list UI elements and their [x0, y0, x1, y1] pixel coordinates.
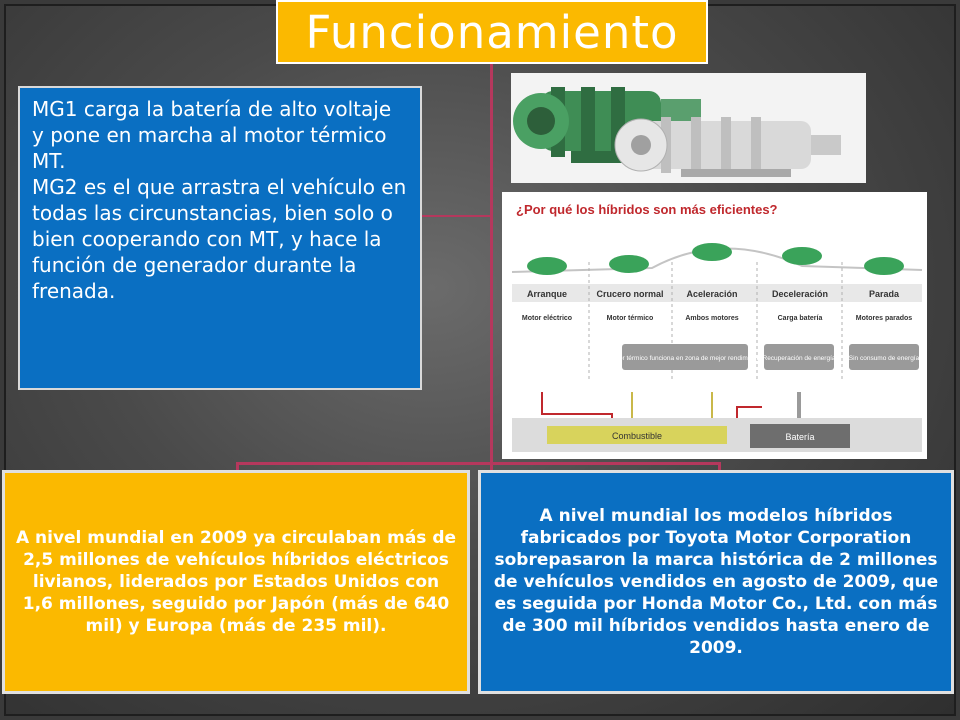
diagram-title: ¿Por qué los híbridos son más eficientes?	[516, 202, 778, 217]
mg1-text: MG1 carga la batería de alto voltaje y pone en marcha al motor térmico MT.	[32, 97, 392, 173]
electric-motor-photo	[511, 73, 866, 183]
mode-label: Motor térmico	[606, 315, 654, 322]
connector-left	[422, 215, 492, 217]
hybrid-efficiency-diagram	[502, 192, 927, 459]
note-label: Recuperación de energía	[762, 355, 836, 362]
phase-label: Crucero normal	[596, 289, 664, 299]
connector-bottom	[236, 462, 720, 465]
mode-label: Ambos motores	[685, 315, 739, 322]
battery-label: Batería	[785, 432, 815, 442]
mg2-text: MG2 es el que arrastra el vehículo en todas las circunstancias, bien solo o bien cooperando con MT, y hace la función de generador durante la frenada.	[32, 175, 407, 303]
phase-label: Deceleración	[771, 289, 829, 299]
world-sales-text: A nivel mundial en 2009 ya circulaban más de 2,5 millones de vehículos híbridos eléctricos livianos, liderados por Estados Unidos con 1,6 millones, seguido por Japón (más de 640 mil) y Europa (más de 235 mil).	[15, 528, 457, 636]
fuel-label: Combustible	[611, 431, 663, 441]
phase-label: Parada	[868, 289, 900, 299]
connector-vertical	[490, 64, 493, 470]
toyota-sales-box	[478, 470, 954, 694]
note-label: Sin consumo de energía	[848, 355, 920, 362]
mode-label: Motores parados	[855, 315, 913, 322]
mg-description-box	[18, 86, 422, 390]
mode-label: Motor eléctrico	[521, 315, 573, 322]
phase-label: Aceleración	[686, 289, 738, 299]
world-sales-box	[2, 470, 470, 694]
note-label: Motor térmico funciona en zona de mejor rendimiento	[608, 355, 762, 362]
phase-label: Arranque	[526, 289, 568, 299]
mode-label: Carga batería	[777, 315, 823, 322]
page-title: Funcionamiento	[276, 0, 708, 64]
toyota-sales-text: A nivel mundial los modelos híbridos fabricados por Toyota Motor Corporation sobrepasaron la marca histórica de 2 millones de vehículos vendidos en agosto de 2009, que es seguida por Honda Motor Co., Ltd. con más de 300 mil híbridos vendidos hasta enero de 2009.	[493, 506, 939, 658]
